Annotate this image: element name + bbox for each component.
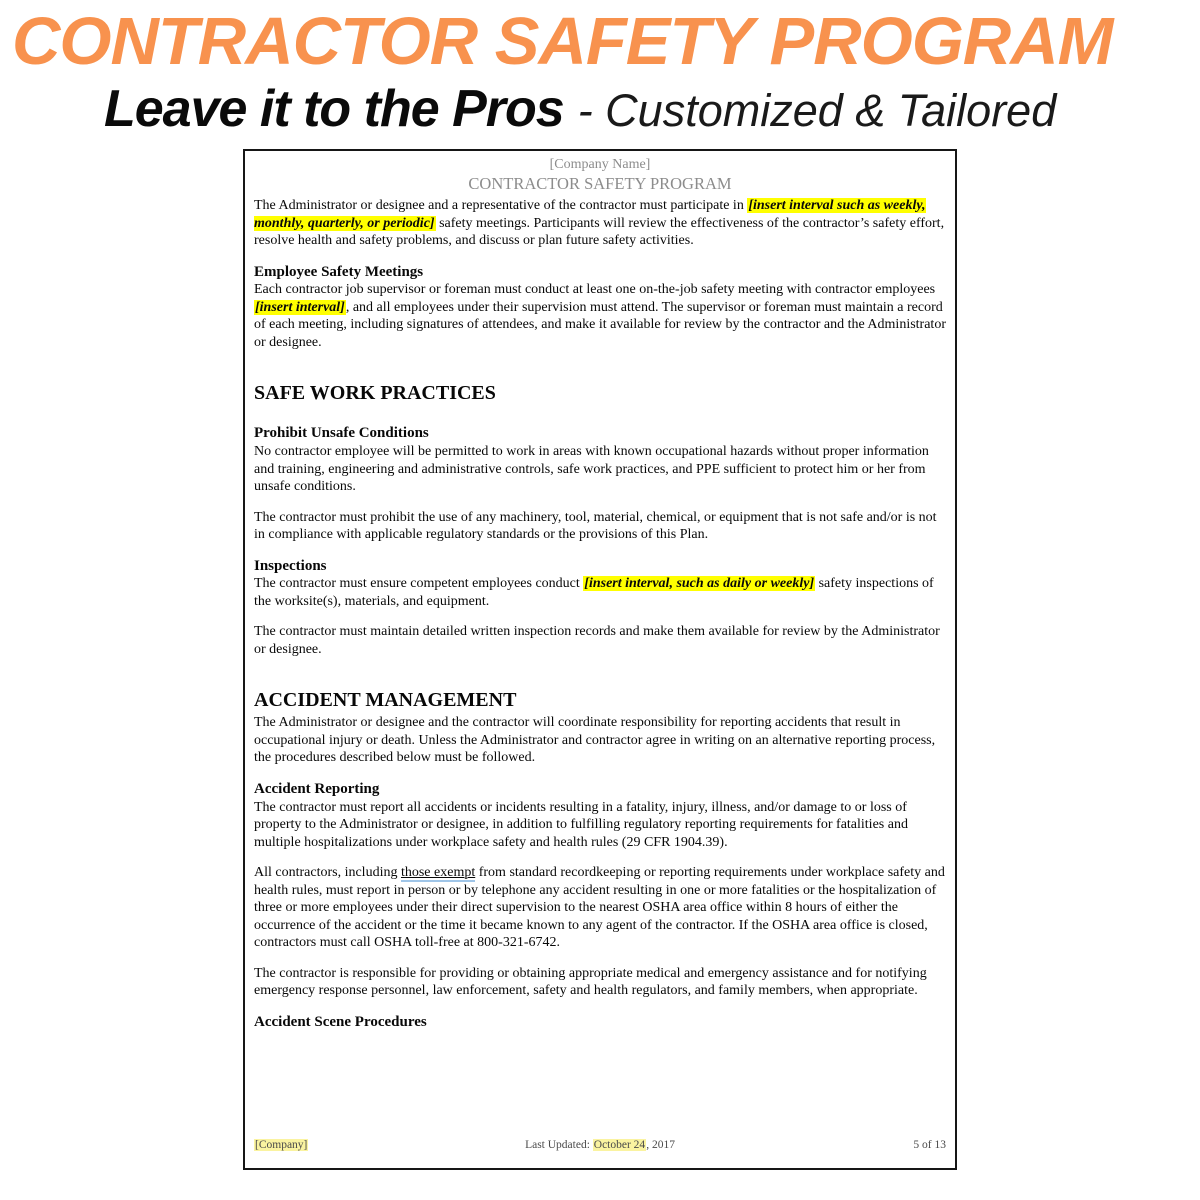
heading-prohibit-unsafe-conditions: Prohibit Unsafe Conditions — [254, 425, 429, 442]
prohibit-paragraph-2: The contractor must prohibit the use of any machinery, tool, material, chemical, or equipment that is not safe and/or is not in compliance with applicable regulatory standards or the provisions of this Plan. — [254, 509, 937, 543]
footer-last-updated-label: Last Updated: — [525, 1138, 593, 1151]
inspections-text-post: safety inspections of the worksite(s), materials, and equipment. — [254, 576, 934, 609]
esm-text-post: , and all employees under their supervision must attend. The supervisor or foreman must maintain a record of each meeting, including signatures of attendees, and make it available for review by the contractor and the Administrator or designee. — [254, 299, 946, 350]
heading-employee-safety-meetings: Employee Safety Meetings — [254, 263, 424, 280]
doc-company-name: [Company Name] — [549, 157, 651, 172]
footer-last-updated — [427, 1138, 773, 1152]
inspections-paragraph-2: The contractor must maintain detailed written inspection records and make them available for review by the Administrator or designee. — [254, 624, 940, 657]
hero-subtitle — [0, 79, 1200, 139]
accident-reporting-paragraph-3: The contractor is responsible for providing or obtaining appropriate medical and emergency assistance and for notifying emergency response personnel, law enforcement, safety and health regulators, and family members, when appropriate. — [254, 965, 927, 999]
employee-safety-meetings-paragraph — [254, 281, 946, 351]
document-footer — [254, 1138, 946, 1152]
inspections-paragraph-1 — [254, 575, 946, 610]
inspections-highlight-placeholder: [insert interval, such as daily or weekly] — [584, 576, 815, 592]
reporting-text-post: from standard recordkeeping or reporting requirements under workplace safety and health rules, must report in person or by telephone any accident resulting in one or more fatalities or the hospitalization of three or more employees under their direct supervision to the nearest OSHA area office within 8 hours of either the occurrence of the accident or the time it became known to any agent of the contractor. If the OSHA area office is closed, contractors must call OSHA toll-free at 800-321-6742. — [254, 865, 945, 951]
heading-inspections: Inspections — [254, 557, 327, 574]
intro-paragraph — [254, 197, 946, 250]
hero-subtitle-tagline: - Customized & Tailored — [577, 85, 1057, 136]
doc-title: CONTRACTOR SAFETY PROGRAM — [468, 173, 732, 193]
document-page — [243, 149, 957, 1170]
heading-accident-scene-procedures: Accident Scene Procedures — [254, 1013, 427, 1030]
accident-management-intro: The Administrator or designee and the contractor will coordinate responsibility for reporting accidents that result in occupational injury or death. Unless the Administrator and contractor agree in writing on an alternative reporting process, the procedures described below must be followed. — [254, 715, 936, 766]
accident-reporting-paragraph-1: The contractor must report all accidents or incidents resulting in a fatality, injury, illness, and/or damage to or loss of property to the Administrator or designee, in addition to fulfilling regulatory reporting requirements for fatalities and multiple hospitalizations under workplace safety and health rules (29 CFR 1904.39). — [254, 799, 908, 850]
footer-date-highlight: October 24 — [593, 1138, 646, 1151]
footer-year: , 2017 — [646, 1138, 675, 1151]
footer-page-number: 5 of 13 — [913, 1138, 946, 1151]
accident-reporting-paragraph-2 — [254, 864, 946, 952]
hero-subtitle-bold: Leave it to the Pros — [104, 80, 564, 138]
footer-company-placeholder: [Company] — [255, 1138, 308, 1151]
prohibit-paragraph-1: No contractor employee will be permitted to work in areas with known occupational hazards without proper information and training, engineering and administrative controls, safe work practices, and PPE sufficient to protect him or her from unsafe conditions. — [254, 444, 929, 495]
heading-accident-reporting: Accident Reporting — [254, 780, 380, 797]
hero-title: CONTRACTOR SAFETY PROGRAM — [12, 4, 1113, 79]
esm-text-pre: Each contractor job supervisor or foreman must conduct at least one on-the-job safety meeting with contractor employees — [254, 282, 936, 298]
footer-company — [254, 1138, 427, 1152]
hero-banner — [0, 0, 1200, 139]
intro-highlight-placeholder: [insert interval such as weekly, monthly, quarterly, or periodic] — [254, 198, 926, 231]
intro-text-pre: The Administrator or designee and a representative of the contractor must participate in — [254, 198, 748, 214]
heading-accident-management: ACCIDENT MANAGEMENT — [254, 689, 517, 712]
heading-safe-work-practices: SAFE WORK PRACTICES — [254, 382, 496, 405]
those-exempt-link: those exempt — [400, 865, 476, 881]
intro-text-post: safety meetings. Participants will review the effectiveness of the contractor’s safety effort, resolve health and safety problems, and discuss or plan future safety activities. — [254, 215, 945, 249]
esm-highlight-placeholder: [insert interval] — [255, 299, 345, 315]
inspections-text-pre: The contractor must ensure competent employees conduct — [254, 576, 584, 592]
reporting-text-pre: All contractors, including — [254, 865, 401, 881]
